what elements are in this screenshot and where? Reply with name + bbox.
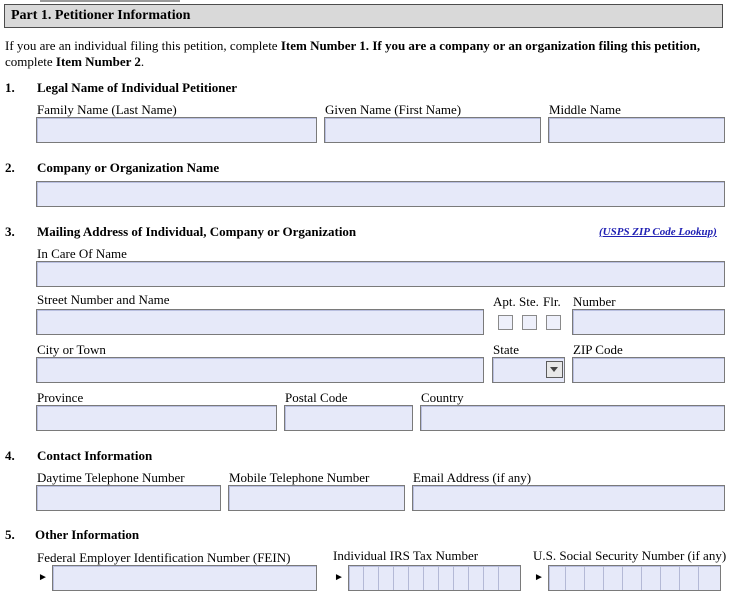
email-field[interactable] — [412, 485, 725, 511]
postal-code-label: Postal Code — [285, 390, 348, 405]
province-label: Province — [37, 390, 84, 405]
digit-divider — [378, 566, 379, 590]
item5-number: 5. — [5, 527, 15, 542]
ssn-field[interactable] — [548, 565, 721, 591]
digit-divider — [498, 566, 499, 590]
item2-title: Company or Organization Name — [37, 160, 220, 175]
digit-divider — [622, 566, 623, 590]
zip-field[interactable] — [572, 357, 725, 383]
mobile-phone-field[interactable] — [228, 485, 405, 511]
digit-divider — [408, 566, 409, 590]
item3-number: 3. — [5, 224, 15, 239]
ste-checkbox[interactable] — [522, 315, 537, 330]
item3-title: Mailing Address of Individual, Company or Organization — [37, 224, 357, 239]
item1-number: 1. — [5, 80, 15, 95]
postal-code-field[interactable] — [284, 405, 413, 431]
digit-divider — [438, 566, 439, 590]
city-field[interactable] — [36, 357, 484, 383]
mobile-phone-label: Mobile Telephone Number — [229, 470, 370, 485]
number-label: Number — [573, 294, 616, 309]
middle-name-field[interactable] — [548, 117, 725, 143]
digit-divider — [453, 566, 454, 590]
item2-number: 2. — [5, 160, 15, 175]
digit-divider — [468, 566, 469, 590]
chevron-down-icon[interactable] — [546, 361, 563, 378]
intro-text — [5, 38, 730, 70]
intro-bold-2: If you are a company or an organization filing this petition, — [372, 38, 701, 53]
fein-field[interactable] — [52, 565, 317, 591]
digit-divider — [698, 566, 699, 590]
fein-label: Federal Employer Identification Number (FEIN) — [37, 550, 291, 565]
item1-title: Legal Name of Individual Petitioner — [37, 80, 238, 95]
digit-divider — [584, 566, 585, 590]
intro-text-1: If you are an individual filing this petition, complete — [5, 38, 281, 53]
irs-tax-label: Individual IRS Tax Number — [333, 548, 479, 563]
care-of-field[interactable] — [36, 261, 725, 287]
digit-divider — [603, 566, 604, 590]
flr-label: Flr. — [543, 294, 561, 309]
digit-divider — [565, 566, 566, 590]
care-of-label: In Care Of Name — [37, 246, 127, 261]
province-field[interactable] — [36, 405, 277, 431]
state-label: State — [493, 342, 519, 357]
top-strip — [0, 0, 737, 2]
city-label: City or Town — [37, 342, 106, 357]
digit-divider — [483, 566, 484, 590]
item4-number: 4. — [5, 448, 15, 463]
company-name-field[interactable] — [36, 181, 725, 207]
item5-title: Other Information — [35, 527, 140, 542]
digit-divider — [423, 566, 424, 590]
digit-divider — [641, 566, 642, 590]
country-field[interactable] — [420, 405, 725, 431]
daytime-phone-field[interactable] — [36, 485, 221, 511]
irs-tax-number-field[interactable] — [348, 565, 521, 591]
pointer-icon: ► — [534, 572, 544, 583]
pointer-icon: ► — [38, 572, 48, 583]
ste-label: Ste. — [519, 294, 539, 309]
intro-bold-3: Item Number 2 — [55, 54, 141, 69]
apt-checkbox[interactable] — [498, 315, 513, 330]
digit-divider — [679, 566, 680, 590]
pointer-icon: ► — [334, 572, 344, 583]
middle-name-label: Middle Name — [549, 102, 621, 117]
intro-text-4: . — [140, 54, 145, 69]
intro-bold-1: Item Number 1. — [280, 38, 370, 53]
state-select[interactable] — [492, 357, 565, 383]
given-name-field[interactable] — [324, 117, 541, 143]
usps-zip-lookup-link[interactable]: (USPS ZIP Code Lookup) — [599, 226, 717, 238]
apt-label: Apt. — [493, 294, 516, 309]
digit-divider — [363, 566, 364, 590]
given-name-label: Given Name (First Name) — [325, 102, 462, 117]
digit-divider — [660, 566, 661, 590]
country-label: Country — [421, 390, 464, 405]
family-name-field[interactable] — [36, 117, 317, 143]
intro-text-3: complete — [5, 54, 56, 69]
family-name-label: Family Name (Last Name) — [37, 102, 177, 117]
flr-checkbox[interactable] — [546, 315, 561, 330]
street-field[interactable] — [36, 309, 484, 335]
daytime-phone-label: Daytime Telephone Number — [37, 470, 185, 485]
item4-title: Contact Information — [37, 448, 153, 463]
ssn-label: U.S. Social Security Number (if any) — [533, 548, 727, 563]
email-label: Email Address (if any) — [413, 470, 532, 485]
street-label: Street Number and Name — [37, 292, 170, 307]
part-header: Part 1. Petitioner Information — [4, 4, 723, 28]
apt-number-field[interactable] — [572, 309, 725, 335]
digit-divider — [393, 566, 394, 590]
zip-label: ZIP Code — [573, 342, 623, 357]
